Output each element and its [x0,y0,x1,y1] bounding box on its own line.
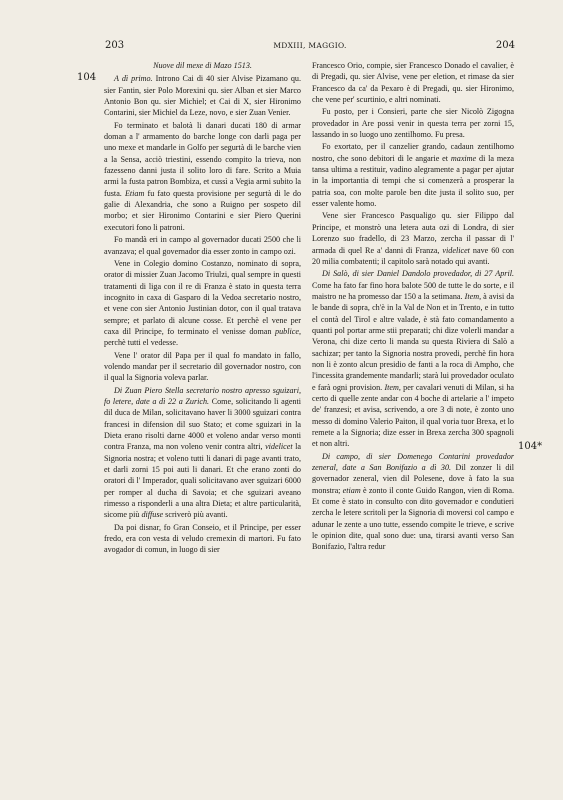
paragraph: Fo mandà eri in campo al governador ducati 2500 che li avanzava; el qual governador dia esser zonto in campo ozi. [104,235,301,256]
paragraph: Vene sier Francesco Pasqualigo qu. sier Filippo dal Principe, et monstrò una letera auta ozi di Londra, di sier Lorenzo suo fradello, di 23 Marzo, zercha il passar di l' armada di quel Re a' danni di Franza, videlicet nave 60 con 20 milia combatenti; il capitolo sarà notado qui avanti. [312,211,514,266]
left-column [104,60,301,790]
running-header [105,40,515,56]
letter-heading: Di Zuan Piero Stella secretario nostro apresso sguizari, fo letere, date a dì 22 a Zurich. [104,385,301,406]
margin-number-right: 104* [518,441,543,452]
page-number-left: 203 [105,40,125,51]
margin-number-left: 104 [77,72,97,83]
page-number-right: 204 [495,40,515,51]
letter-heading: Di Salò, di sier Daniel Dandolo provedador, di 27 April. [322,269,514,279]
section-title: Nuove dil mexe di Mazo 1513. [153,61,252,70]
paragraph: Di campo, di sier Domenego Contarini provedador zeneral, date a San Bonifazio a dì 30. Dil zonzer li dil governador zeneral, vien dil Polesene, dove à fato la sua monstra; etiam è zonto il conte Guido Rangon, vien di Roma. Et come è stato in consulto con dito governador e condutieri zercha le letere scritoli per la Signoria di moversi col campo e adunar le zente a uno tutte, essendo compite le trieve, e scrive le opinion dite, qual sono due: una, tirarsi avanti verso San Bonifazio, l'altra redur [312,451,514,552]
paragraph: Vene l' orator dil Papa per il qual fo mandato in fallo, volendo mandar per il secretario dil governador nostro, con il qual la Signoria voleva parlar. [104,350,301,383]
paragraph: A dì primo. Introno Cai di 40 sier Alvise Pizamano qu. sier Fantin, sier Polo Morexini qu. sier Alban et sier Marco Antonio Bon qu. sier Michiel; et Cai di X, sier Hironimo Contarini, sier Michiel da Leze, novo, e sier Zuan Venier. [104,74,301,118]
paragraph: Di Zuan Piero Stella secretario nostro apresso sguizari, fo letere, date a dì 22 a Zurich. Come, solicitando li agenti dil duca de Milan, solicitavano haver li 3000 sguizari contra francesi in difension dil suo Stato; et come sguizari in la Dieta erano risolti darne 4000 et voleno andar verso monti contra Franza, ma non voleno venir contra altri, videlicet la Signoria nostra; et voleno tutti li danari di page avanti trato, et darli zorni 15 poi auti li danari. Et che erano zonti do oratori di l' Imperador, quali solicitavano aver sguizari 6000 per romper al ducha di Savoia; et che sguizari aveano rimesso a risponderli a una altra Dieta; et altre particularità, sicome più diffuse scriverò più avanti. [104,385,301,520]
right-column [312,60,514,790]
paragraph: Fo terminato et balotà li danari ducati 180 di armar doman a l' armamento do barche longe con darli paga per uno mexe et mandarle in Golfo per segurtà di le barche vien a la Sensa, acciò triestini, essendo compito la trieva, non fazesseno danni justa il solito loro di fare. Scrito a Muia armi la fusta patron Bombiza, et cussì a Vegia armi subito la fusta. Etiam fu fato questa provisione per segurtà di le do galie di Alexandria, che sono a Ruigno per sospeto dil morbo; et sier Hironimo Contarini e sier Piero Querini executori fono li patroni. [104,120,301,232]
letter-heading: Di campo, di sier Domenego Contarini provedador zeneral, date a San Bonifazio a dì 30. [312,451,514,473]
paragraph: Fu posto, per i Consieri, parte che sier Nicolò Zigogna provedador in Are possi venir in questa terra per zorni 15, lassando in so luogo uno zentilhomo. Fu presa. [312,107,514,140]
paragraph: Francesco Orio, compie, sier Francesco Donado el cavalier, è di Pregadi, qu. sier Alvise, vene per eletion, et rimase da sier Francesco da ca' da Pexaro è di Pregadi, qu. sier Hironimo, che vene per' scurtinio, e altri nominati. [312,61,514,105]
paragraph: Vene in Colegio domino Costanzo, nominato di sopra, orator di missier Zuan Jacomo Triulzi, qual sempre in questi tratamenti di liga con il re di Franza è stato in questa terra incognito in caxa di Gasparo di la Vedoa secretario nostro, et vene con sier Antonio Justinian dotor, con il qual tratava sempre; et parlato di alcune cosse. Et perchè el vene per caxa dil Principe, fo terminato el venisse doman publice, perchè tutti el vedesse. [104,258,301,348]
paragraph: Di Salò, di sier Daniel Dandolo provedador, di 27 April. Come ha fato far fino hora balote 500 de tutte le do sorte, e il maistro ne ha promesso dar 150 a la setimana. Item, à avisi da le bande di sopra, ch'è in la Val de Non et in Trento, e in tutto el contà del Tirol e altre valade, è stà fato comandamento a quanti pol portar arme stii preparati; chi dize volerli mandar a Verona, chi dize certo li manda su questa Riviera di Salò a sachizar; per tanto la Signoria nostra provedi, perchè fin hora non li è zonto alcun presidio de fanti a la roca di Ampho, che l'incessita grandemente mandarli; starà lui provedador oculato e farà ogni provision. Item, per cavalari venuti di Milan, si ha certo di quelle zente andar con 4 boche di artelarie a l' impeto de' franzesi; et avisa, scrivendo, a ore 3 di note, è zonto uno messo di domino Valerio Paiton, il qual voria tuor Brexa, et lo remete a la Signoria; dize esser in Brexa zercha 300 spagnoli et non altri. [312,269,514,449]
paragraph: Fo exortato, per il canzelier grando, cadaun zentilhomo nostro, che sono debitori di le angarie et maxime di la meza tansa ultima a restituir, vadino alegramente a pagar per ajutar in la importantia di tempi che si comenzerà a prosperar la patria soa, con molte parole ben dite justa il solito suo, per esser valente homo. [312,142,514,209]
date-lead: A dì primo. [114,74,153,84]
paragraph: Da poi disnar, fo Gran Conseio, et il Principe, per esser fredo, era con vesta di veludo cremexin di martori. Fu fato avogador di comun, in luogo di sier [104,522,301,555]
running-title: MDXIII, MAGGIO. [273,41,347,50]
